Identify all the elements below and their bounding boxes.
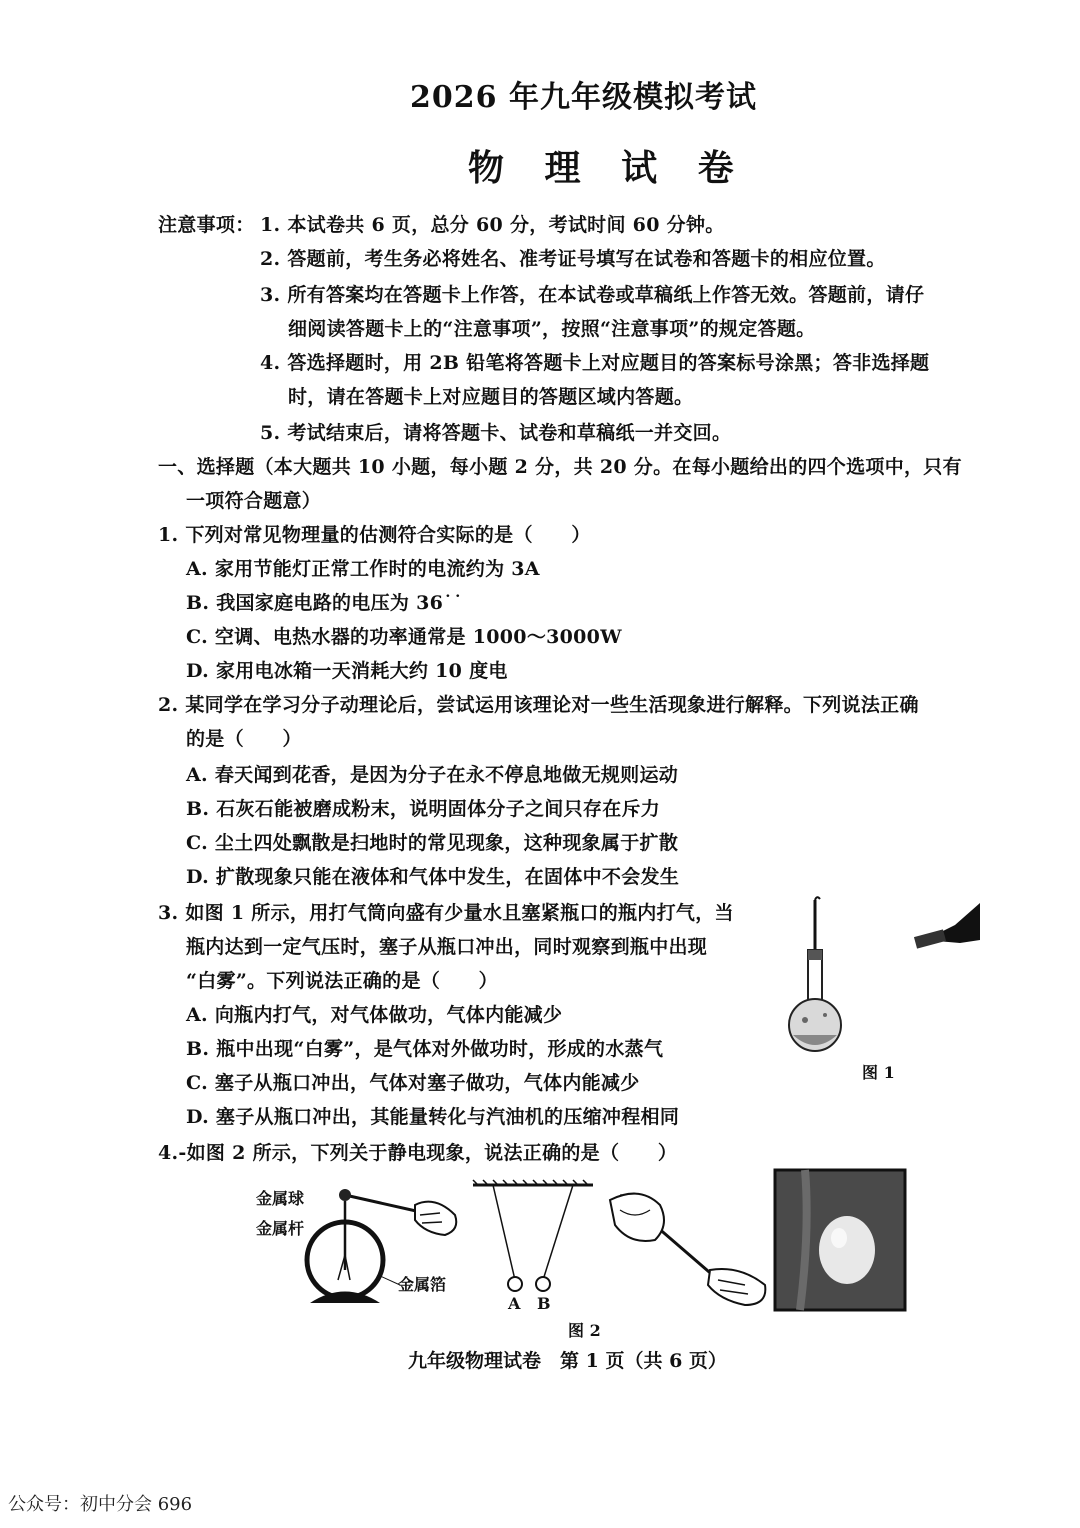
label-metal-rod: 金属杆: [256, 1219, 305, 1238]
subject-title: 物 理 试 卷: [468, 147, 748, 189]
note-item-3: 3. 所有答案均在答题卡上作答，在本试卷或草稿纸上作答无效。答题前，请仔: [260, 284, 925, 306]
question-3-stem-cont2: “白雾”。下列说法正确的是（ ）: [186, 970, 498, 992]
notes-label: 注意事项：: [158, 214, 255, 236]
figure-2-rubbing-rod: [600, 1180, 775, 1310]
question-3-option-c: C. 塞子从瓶口冲出，气体对塞子做功，气体内能减少: [186, 1072, 640, 1094]
note-item-5: 5. 考试结束后，请将答题卡、试卷和草稿纸一并交回。: [260, 422, 732, 444]
question-2-option-c: C. 尘土四处飘散是扫地时的常见现象，这种现象属于扩散: [186, 832, 679, 854]
question-1-option-a: A. 家用节能灯正常工作时的电流约为 3A: [186, 558, 540, 580]
note-item-2: 2. 答题前，考生务必将姓名、准考证号填写在试卷和答题卡的相应位置。: [260, 248, 886, 270]
section-heading-cont: 一项符合题意）: [186, 490, 322, 512]
note-item-3-cont: 细阅读答题卡上的“注意事项”，按照“注意事项”的规定答题。: [288, 318, 816, 340]
note-item-1: 1. 本试卷共 6 页，总分 60 分，考试时间 60 分钟。: [260, 214, 725, 236]
section-heading: 一、选择题（本大题共 10 小题，每小题 2 分，共 20 分。在每小题给出的四个选项中，只有: [158, 456, 962, 478]
question-3-stem-cont1: 瓶内达到一定气压时，塞子从瓶口冲出，同时观察到瓶中出现: [186, 936, 708, 958]
page-footer: 九年级物理试卷 第 1 页（共 6 页）: [408, 1350, 727, 1372]
label-metal-foil: 金属箔: [398, 1275, 447, 1294]
question-1-option-d: D. 家用电冰箱一天消耗大约 10 度电: [186, 660, 508, 682]
label-ball-b: B: [537, 1294, 551, 1313]
question-3-option-b: B. 瓶中出现“白雾”，是气体对外做功时，形成的水蒸气: [186, 1038, 664, 1060]
note-item-4: 4. 答选择题时，用 2B 铅笔将答题卡上对应题目的答案标号涂黑；答非选择题: [260, 352, 930, 374]
question-1-option-b: B. 我国家庭电路的电压为 36˙˙: [186, 592, 463, 614]
question-2-option-d: D. 扩散现象只能在液体和气体中发生，在固体中不会发生: [186, 866, 680, 888]
figure-2-hanging-balls: [468, 1180, 598, 1295]
figure-1-caption: 图 1: [862, 1063, 895, 1082]
question-2-option-a: A. 春天闻到花香，是因为分子在永不停息地做无规则运动: [186, 764, 679, 786]
figure-2-balloon-photo: [775, 1170, 905, 1310]
question-2-stem: 2. 某同学在学习分子动理论后，尝试运用该理论对一些生活现象进行解释。下列说法正确: [158, 694, 919, 716]
figure-2-caption: 图 2: [568, 1321, 601, 1340]
question-2-option-b: B. 石灰石能被磨成粉末，说明固体分子之间只存在斥力: [186, 798, 661, 820]
watermark: 公众号：初中分会 696: [8, 1494, 193, 1515]
label-metal-ball: 金属球: [256, 1189, 305, 1208]
figure-1-flask: [775, 895, 985, 1070]
question-1-option-c: C. 空调、电热水器的功率通常是 1000～3000W: [186, 626, 622, 648]
question-3-option-d: D. 塞子从瓶口冲出，其能量转化与汽油机的压缩冲程相同: [186, 1106, 680, 1128]
question-3-stem: 3. 如图 1 所示，用打气筒向盛有少量水且塞紧瓶口的瓶内打气，当: [158, 902, 734, 924]
question-3-option-a: A. 向瓶内打气，对气体做功，气体内能减少: [186, 1004, 563, 1026]
exam-title: 2026 年九年级模拟考试: [410, 80, 757, 115]
question-4-stem: 4.-如图 2 所示，下列关于静电现象，说法正确的是（ ）: [158, 1142, 678, 1164]
label-ball-a: A: [508, 1294, 521, 1313]
question-2-stem-cont: 的是（ ）: [186, 728, 302, 750]
question-1-stem: 1. 下列对常见物理量的估测符合实际的是（ ）: [158, 524, 591, 546]
note-item-4-cont: 时，请在答题卡上对应题目的答题区域内答题。: [288, 386, 694, 408]
